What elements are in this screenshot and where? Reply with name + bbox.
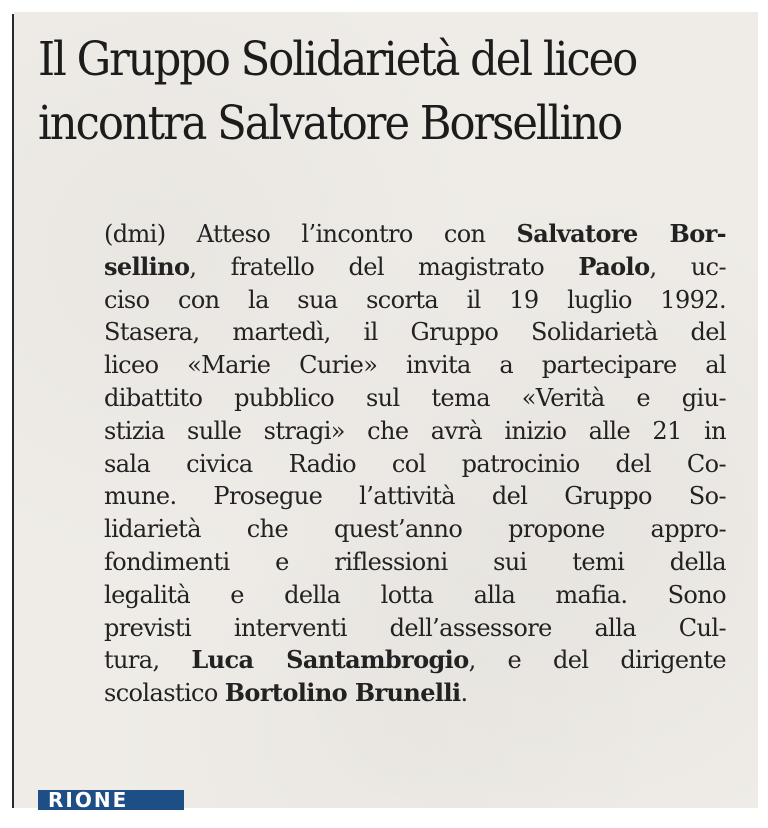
body-text: , fratello del magistrato: [189, 252, 579, 281]
body-text: previsti interventi dell’assessore alla Cul-: [104, 613, 726, 642]
bold-name: sellino: [104, 251, 190, 281]
section-tag-label: RIONE: [48, 788, 129, 812]
bold-name: Paolo: [578, 251, 650, 281]
body-line: [104, 382, 726, 415]
body-text: legalità e della lotta alla mafia. Sono: [104, 580, 726, 609]
body-line: [104, 677, 726, 710]
body-line: [104, 644, 726, 677]
body-text: dibattito pubblico sul tema «Verità e giu-: [104, 383, 726, 412]
body-line: [104, 513, 726, 546]
body-text: lidarietà che quest’anno propone appro-: [104, 515, 726, 544]
article-headline: [38, 28, 693, 156]
article-body: [104, 218, 726, 710]
body-line: [104, 316, 726, 349]
body-text: ciso con la sua scorta il 19 luglio 1992.: [104, 285, 726, 314]
body-text: scolastico: [104, 679, 225, 708]
section-tag: [38, 790, 184, 810]
body-line: [104, 480, 726, 513]
headline-line-2: incontra Salvatore Borsellino: [38, 96, 622, 151]
body-text: mune. Prosegue l’attività del Gruppo So-: [104, 482, 726, 511]
body-text: tura,: [104, 646, 192, 675]
bold-name: Bortolino Brunelli: [224, 678, 461, 708]
body-line: [104, 349, 726, 382]
body-line: [104, 612, 726, 645]
body-text: stizia sulle stragi» che avrà inizio alle 21 in: [104, 416, 726, 445]
body-text: Stasera, martedì, il Gruppo Solidarietà del: [104, 318, 726, 347]
bold-name: Salvatore Bor-: [516, 219, 727, 248]
headline-line-1: Il Gruppo Solidarietà del liceo: [38, 32, 637, 87]
body-text: fondimenti e riflessioni sui temi della: [104, 547, 726, 576]
body-line: [104, 579, 726, 612]
body-text: (dmi) Atteso l’incontro con: [104, 220, 517, 248]
body-text: , uc-: [649, 252, 726, 281]
body-line: [104, 415, 726, 448]
body-text: .: [460, 679, 468, 708]
body-text: , e del dirigente: [468, 646, 726, 675]
body-line: [104, 218, 726, 251]
body-line: [104, 251, 726, 284]
body-text: sala civica Radio col patrocinio del Co-: [104, 449, 726, 478]
column-rule: [12, 14, 14, 808]
body-line: [104, 284, 726, 317]
body-line: [104, 546, 726, 579]
bold-name: Luca Santambrogio: [191, 645, 469, 675]
body-text: liceo «Marie Curie» invita a partecipare al: [104, 351, 726, 380]
body-line: [104, 448, 726, 481]
